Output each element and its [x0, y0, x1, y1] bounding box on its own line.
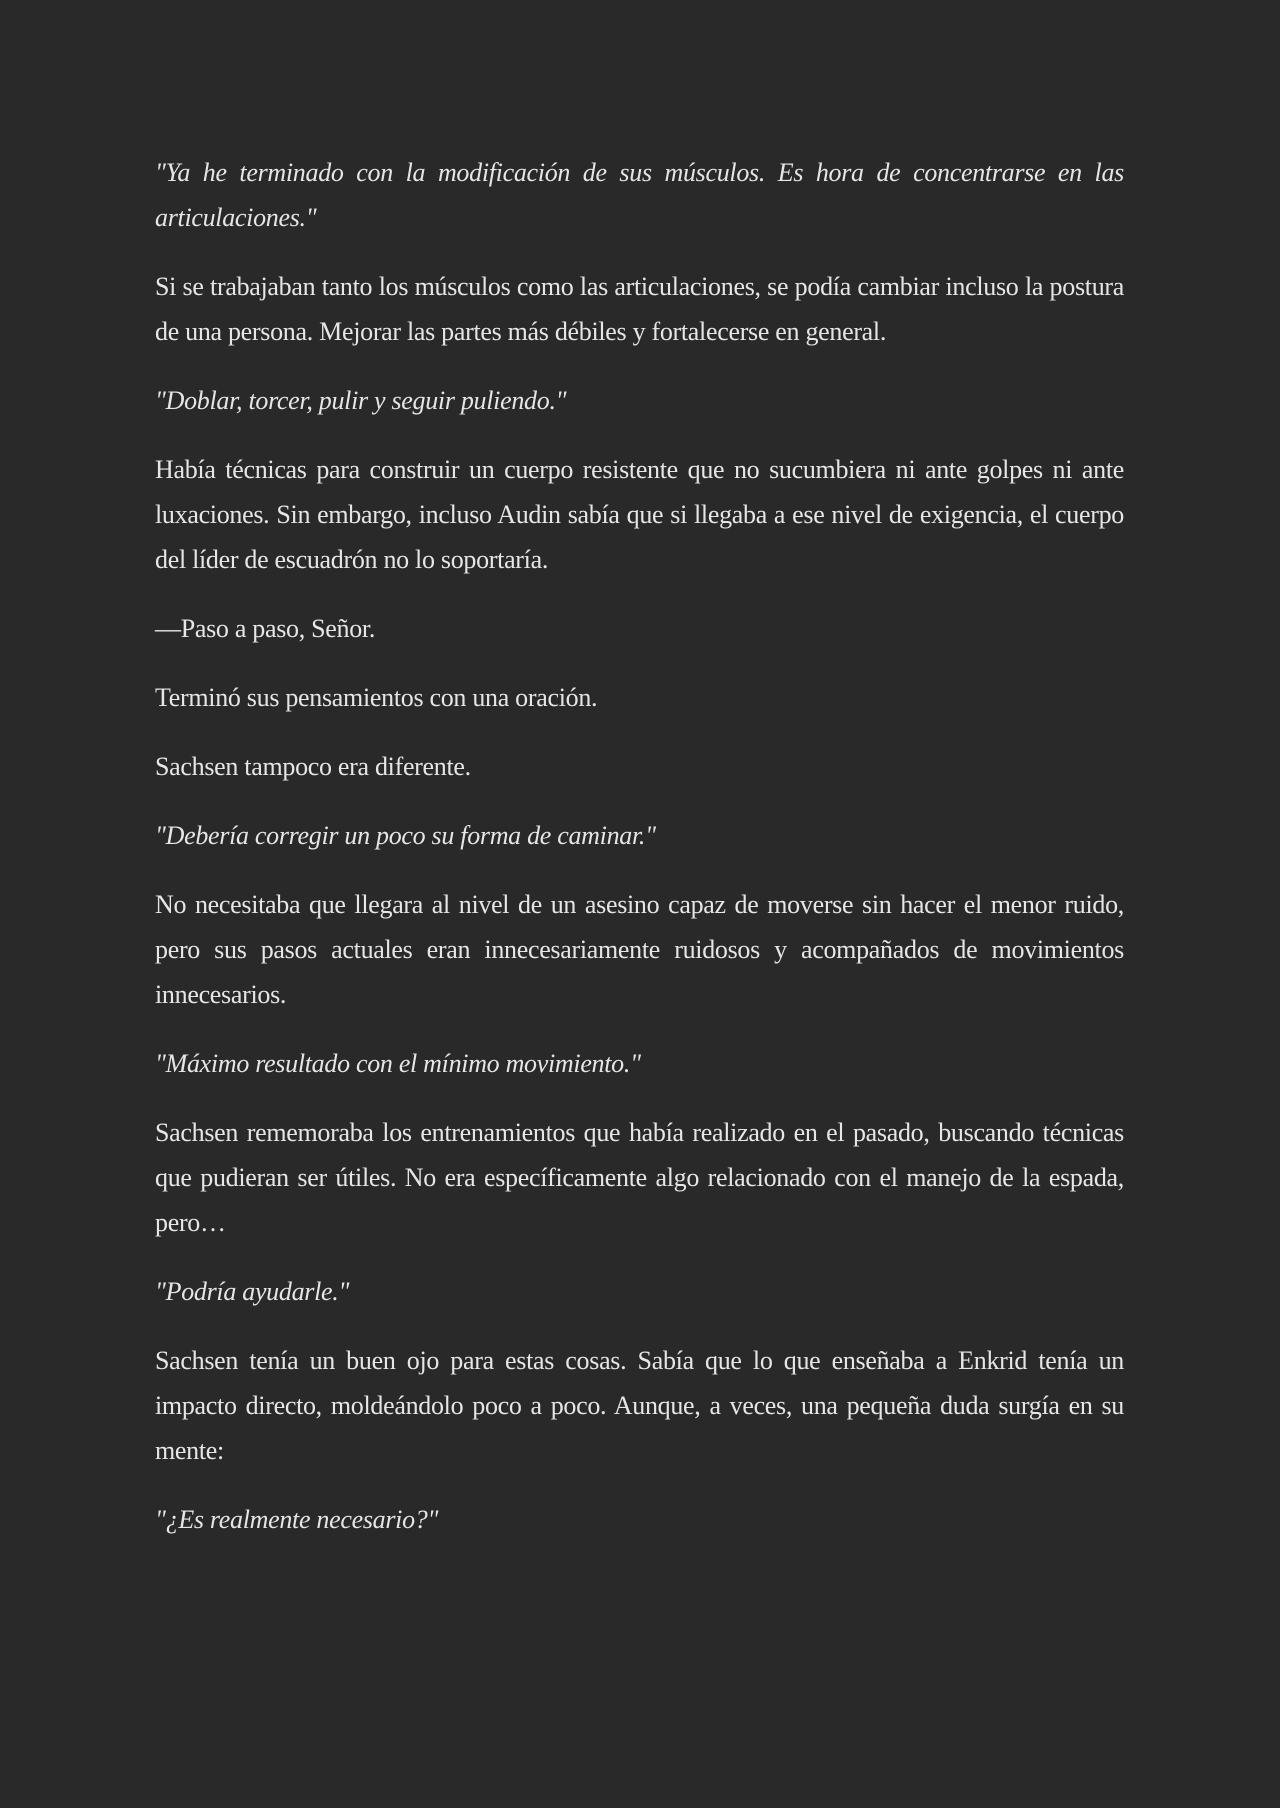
paragraph-thought: "Doblar, torcer, pulir y seguir puliendo." — [155, 386, 567, 415]
paragraph-thought: "Debería corregir un poco su forma de caminar." — [155, 821, 656, 850]
paragraph: Sachsen tampoco era diferente. — [155, 752, 471, 781]
paragraph: No necesitaba que llegara al nivel de un asesino capaz de moverse sin hacer el menor ruido, pero sus pasos actuales eran innecesariamente ruidosos y acompañados de movimientos innecesarios. — [155, 890, 1124, 1009]
paragraph-thought: "¿Es realmente necesario?" — [155, 1505, 439, 1534]
paragraph: Si se trabajaban tanto los músculos como las articulaciones, se podía cambiar incluso la postura de una persona. Mejorar las partes más débiles y fortalecerse en general. — [155, 272, 1124, 346]
paragraph: Sachsen tenía un buen ojo para estas cosas. Sabía que lo que enseñaba a Enkrid tenía un impacto directo, moldeándolo poco a poco. Aunque, a veces, una pequeña duda surgía en su mente: — [155, 1346, 1124, 1465]
paragraph-dialogue: —Paso a paso, Señor. — [155, 614, 376, 643]
paragraph-thought: "Podría ayudarle." — [155, 1277, 350, 1306]
chapter-text — [155, 150, 1124, 1566]
paragraph: Había técnicas para construir un cuerpo resistente que no sucumbiera ni ante golpes ni ante luxaciones. Sin embargo, incluso Audin sabía que si llegaba a ese nivel de exigencia, el cuerpo del líder de escuadrón no lo soportaría. — [155, 455, 1124, 574]
paragraph-thought: "Ya he terminado con la modificación de sus músculos. Es hora de concentrarse en las articulaciones." — [155, 158, 1124, 232]
paragraph: Terminó sus pensamientos con una oración. — [155, 683, 598, 712]
paragraph-thought: "Máximo resultado con el mínimo movimiento." — [155, 1049, 641, 1078]
paragraph: Sachsen rememoraba los entrenamientos que había realizado en el pasado, buscando técnicas que pudieran ser útiles. No era específicamente algo relacionado con el manejo de la espada, pero… — [155, 1118, 1124, 1237]
